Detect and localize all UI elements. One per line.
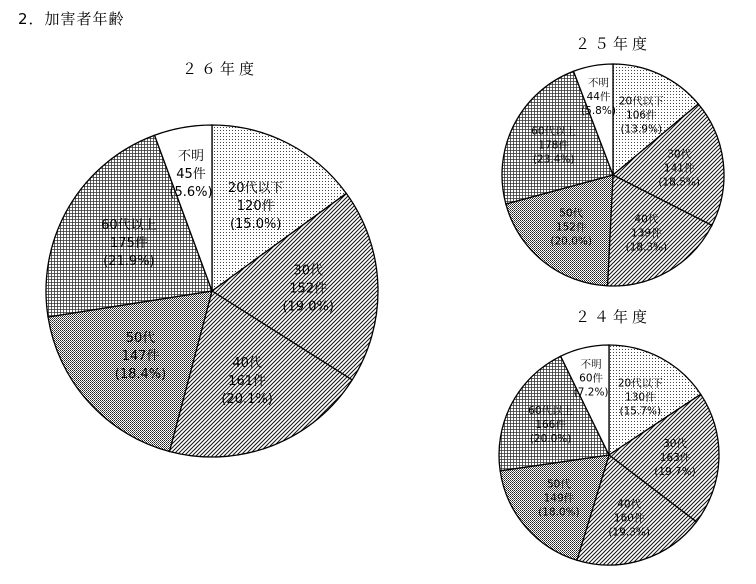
slice-percent: (7.2%)	[573, 386, 609, 399]
pie-chart-h25	[502, 64, 724, 286]
slice-category: 20代以下	[618, 95, 664, 108]
slice-category: 50代	[125, 331, 156, 347]
section-heading: 2．加害者年齢	[18, 10, 125, 28]
slice-percent: (18.5%)	[658, 176, 700, 189]
slice-count: 147件	[121, 349, 160, 365]
slice-percent: (18.3%)	[625, 241, 668, 254]
slice-category: 20代以下	[617, 377, 663, 390]
slice-percent: (13.9%)	[620, 123, 663, 136]
slice-count: 120件	[236, 198, 275, 214]
slice-count: 141件	[663, 162, 695, 175]
slice-category: 60代以上	[528, 404, 574, 417]
slice-category: 不明	[580, 358, 602, 371]
slice-percent: (18.0%)	[538, 506, 580, 519]
chart-title-h25: ２５年度	[574, 35, 651, 53]
slice-percent: (5.8%)	[581, 105, 616, 118]
slice-count: 163件	[659, 451, 691, 464]
slice-percent: (19.7%)	[654, 465, 696, 478]
chart-title-h24: ２４年度	[574, 308, 651, 326]
slice-category: 50代	[559, 207, 584, 220]
slice-percent: (18.4%)	[114, 367, 167, 383]
slice-category: 不明	[177, 148, 205, 164]
slice-count: 152件	[289, 281, 328, 297]
slice-percent: (20.0%)	[550, 235, 592, 248]
slice-count: 44件	[586, 91, 611, 104]
slice-percent: (23.4%)	[532, 153, 575, 166]
slice-percent: (15.7%)	[619, 405, 662, 418]
slice-category: 30代	[663, 437, 687, 450]
slice-count: 161件	[228, 374, 267, 390]
slice-category: 30代	[293, 263, 323, 279]
slice-count: 60件	[579, 372, 604, 385]
slice-count: 149件	[543, 492, 575, 505]
slice-percent: (5.6%)	[169, 184, 213, 200]
slice-category: 40代	[634, 213, 659, 226]
slice-percent: (21.9%)	[103, 253, 155, 269]
slice-percent: (20.0%)	[529, 432, 572, 445]
slice-category: 40代	[232, 356, 262, 372]
slice-category: 60代以上	[101, 217, 157, 233]
slice-count: 106件	[626, 109, 657, 122]
slice-percent: (19.0%)	[282, 299, 334, 315]
slice-count: 152件	[555, 221, 587, 234]
pie-chart-h26	[46, 125, 378, 457]
slice-percent: (15.0%)	[229, 216, 282, 232]
slice-category: 60代以上	[531, 125, 577, 138]
slice-count: 160件	[613, 512, 645, 525]
slice-category: 50代	[546, 478, 571, 491]
slice-percent: (20.1%)	[221, 392, 273, 408]
slice-count: 130件	[625, 391, 656, 404]
slice-count: 45件	[176, 166, 206, 182]
slice-count: 166件	[535, 418, 566, 431]
slice-category: 20代以下	[227, 180, 284, 196]
slice-count: 178件	[538, 139, 569, 152]
slice-category: 40代	[617, 498, 642, 511]
slice-category: 30代	[667, 148, 692, 161]
pie-chart-h24	[499, 345, 719, 565]
slice-count: 139件	[631, 227, 662, 240]
slice-percent: (19.3%)	[608, 526, 650, 539]
chart-title-h26: ２６年度	[181, 60, 258, 78]
slice-category: 不明	[588, 77, 609, 90]
slice-count: 175件	[109, 235, 148, 251]
